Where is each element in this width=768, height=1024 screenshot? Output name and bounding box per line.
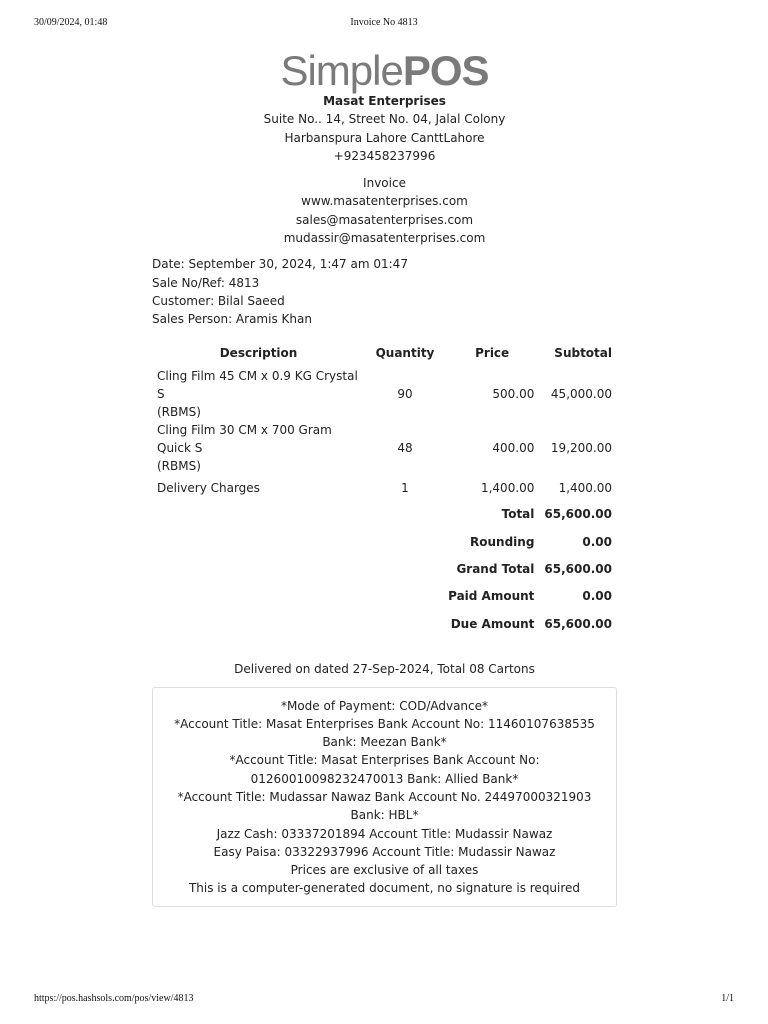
print-url: https://pos.hashsols.com/pos/view/4813: [34, 993, 194, 1004]
item-price: 500.00: [492, 386, 535, 401]
paid-amount-row: [152, 583, 617, 610]
tax-note: Prices are exclusive of all taxes: [290, 863, 479, 878]
payment-info-box: [152, 687, 617, 907]
bank-account-hbl: *Account Title: Mudassar Nawaz Bank Account No. 24497000321903 Bank: HBL*: [177, 790, 592, 823]
item-price: 1,400.00: [480, 480, 535, 495]
company-address-line2: Harbanspura Lahore CanttLahore: [284, 130, 485, 145]
item-quantity: 48: [397, 440, 413, 455]
company-website: www.masatenterprises.com: [301, 194, 468, 209]
print-title: Invoice No 4813: [350, 17, 418, 28]
header-quantity: Quantity: [375, 345, 435, 360]
document-type: Invoice: [363, 176, 406, 191]
bank-account-allied: *Account Title: Masat Enterprises Bank Account No: 01260010098232470013 Bank: Allied Bank*: [229, 753, 540, 786]
jazz-cash-info: Jazz Cash: 03337201894 Account Title: Mudassir Nawaz: [216, 826, 553, 841]
header-subtotal: Subtotal: [554, 345, 612, 360]
item-subtotal: 1,400.00: [558, 480, 612, 495]
rounding-label: Rounding: [470, 534, 535, 549]
grand-total-value: 65,600.00: [544, 562, 612, 577]
table-row: [152, 475, 617, 501]
table-row: [152, 421, 617, 475]
customer-name: Customer: Bilal Saeed: [152, 293, 285, 308]
company-address-line1: Suite No.. 14, Street No. 04, Jalal Colony: [263, 112, 506, 127]
signature-note: This is a computer-generated document, no signature is required: [188, 881, 581, 896]
simplepos-logo: [152, 47, 617, 94]
sale-ref: Sale No/Ref: 4813: [152, 275, 260, 290]
rounding-value: 0.00: [582, 534, 612, 549]
easy-paisa-info: Easy Paisa: 03322937996 Account Title: Mudassir Nawaz: [213, 844, 556, 859]
item-description: Cling Film 30 CM x 700 Gram Quick S (RBMS): [157, 422, 332, 473]
due-amount-value: 65,600.00: [544, 616, 612, 631]
item-price: 400.00: [492, 440, 535, 455]
print-footer: [34, 993, 734, 1007]
company-email-mudassir: mudassir@masatenterprises.com: [283, 231, 486, 246]
print-header: [34, 17, 734, 31]
delivery-note: Delivered on dated 27-Sep-2024, Total 08 Cartons: [234, 661, 535, 676]
item-subtotal: 19,200.00: [550, 440, 612, 455]
table-header-row: [152, 339, 617, 367]
company-name: Masat Enterprises: [323, 94, 446, 108]
company-email-sales: sales@masatenterprises.com: [295, 212, 474, 227]
item-description: Cling Film 45 CM x 0.9 KG Crystal S (RBMS): [157, 368, 358, 419]
item-quantity: 1: [401, 480, 409, 495]
payment-mode: *Mode of Payment: COD/Advance*: [280, 698, 489, 713]
total-label: Total: [501, 507, 535, 522]
grand-total-label: Grand Total: [456, 562, 535, 577]
due-amount-row: [152, 610, 617, 637]
bank-account-meezan: *Account Title: Masat Enterprises Bank Account No: 11460107638535 Bank: Meezan Bank*: [174, 716, 595, 750]
invoice: [152, 47, 617, 907]
table-row: [152, 367, 617, 421]
rounding-row: [152, 528, 617, 555]
invoice-date: Date: September 30, 2024, 1:47 am 01:47: [152, 257, 408, 272]
invoice-meta: [152, 255, 617, 328]
header-description: Description: [219, 345, 298, 360]
company-info: [152, 92, 617, 247]
item-subtotal: 45,000.00: [550, 386, 612, 401]
grand-total-row: [152, 555, 617, 582]
logo-text-simple: Simple: [280, 47, 403, 94]
total-row: [152, 501, 617, 528]
paid-amount-value: 0.00: [582, 589, 612, 604]
item-description: Delivery Charges: [157, 480, 260, 495]
company-phone: +923458237996: [333, 148, 436, 163]
paid-amount-label: Paid Amount: [448, 589, 535, 604]
items-table: [152, 339, 617, 638]
total-value: 65,600.00: [544, 507, 612, 522]
print-page-number: 1/1: [721, 993, 734, 1004]
logo-text-pos: POS: [402, 47, 489, 94]
item-quantity: 90: [397, 386, 413, 401]
header-price: Price: [475, 345, 510, 360]
print-datetime: 30/09/2024, 01:48: [34, 17, 108, 28]
due-amount-label: Due Amount: [450, 616, 535, 631]
sales-person: Sales Person: Aramis Khan: [152, 312, 312, 327]
